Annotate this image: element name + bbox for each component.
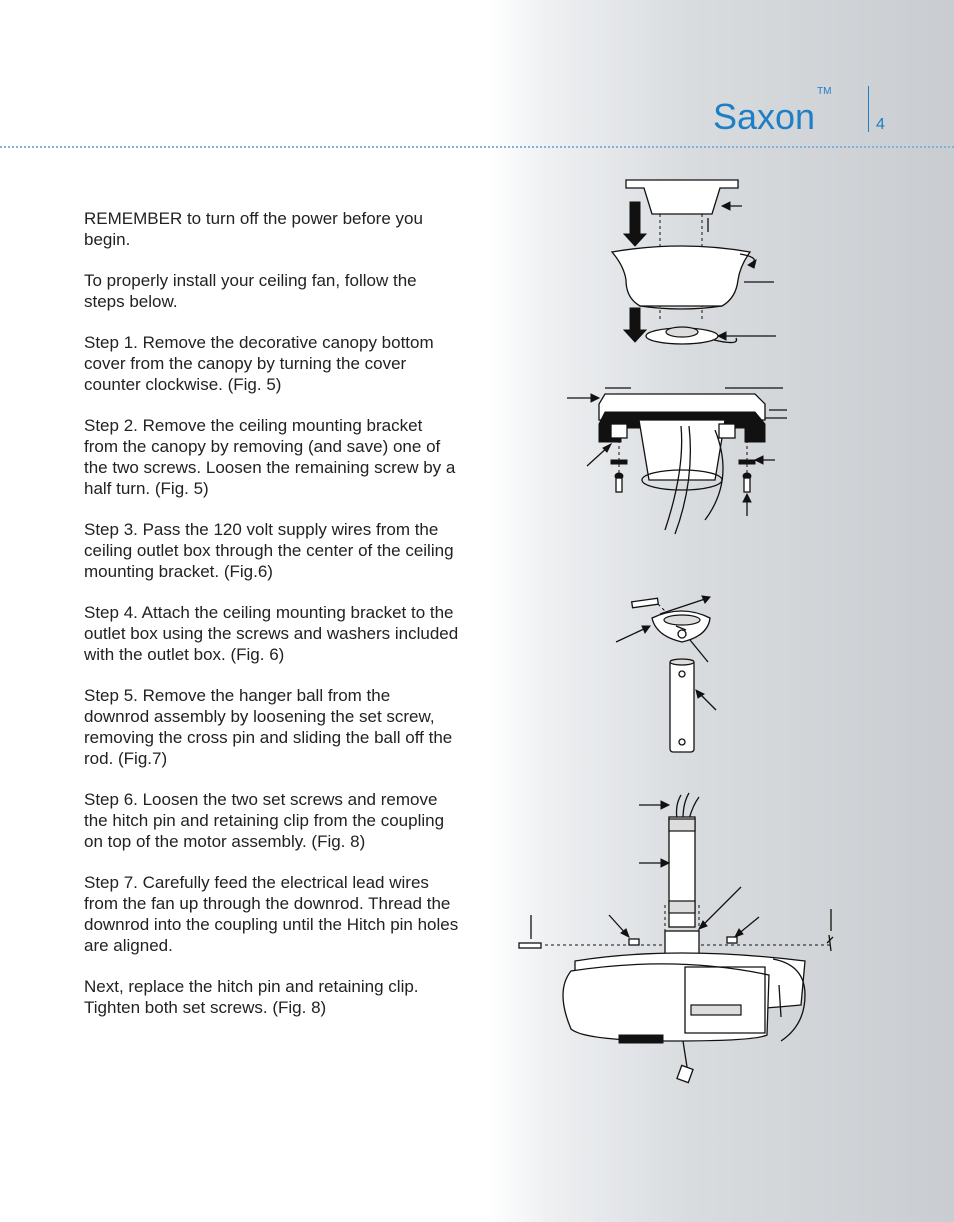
instruction-paragraph: Step 2. Remove the ceiling mounting bracket from the canopy by removing (and save) one of the two screws. Loosen the remaining screw by a half turn. (Fig. 5)	[84, 416, 456, 498]
figure-hanger-ball-downrod	[610, 590, 730, 765]
header-divider	[868, 86, 869, 132]
instruction-paragraph: Step 3. Pass the 120 volt supply wires from the ceiling outlet box through the center of the ceiling mounting bracket. (Fig.6)	[84, 520, 454, 581]
instruction-paragraph: To properly install your ceiling fan, follow the steps below.	[84, 271, 417, 311]
instruction-paragraph: Step 7. Carefully feed the electrical lead wires from the fan up through the downrod. Thread the downrod into the coupling until the Hitch pin holes are aligned.	[84, 873, 459, 955]
page-number: 4	[876, 116, 885, 133]
instruction-paragraph: Step 6. Loosen the two set screws and remove the hitch pin and retaining clip from the coupling on top of the motor assembly. (Fig. 8)	[84, 790, 445, 851]
brand-title	[713, 86, 832, 138]
instructions-column	[84, 208, 460, 1038]
instruction-paragraph: Step 4. Attach the ceiling mounting bracket to the outlet box using the screws and washers included with the outlet box. (Fig. 6)	[84, 603, 459, 664]
figure-mounting-bracket	[565, 380, 795, 550]
brand-name: Saxon	[713, 96, 816, 137]
instruction-paragraph: Next, replace the hitch pin and retaining clip. Tighten both set screws. (Fig. 8)	[84, 977, 419, 1017]
figure-motor-assembly	[515, 785, 845, 1105]
instruction-paragraph: Step 5. Remove the hanger ball from the downrod assembly by loosening the set screw, removing the cross pin and sliding the ball off the rod. (Fig.7)	[84, 686, 453, 768]
instruction-paragraph: REMEMBER to turn off the power before you begin.	[84, 209, 423, 249]
trademark-mark: TM	[817, 86, 832, 97]
header-dotted-rule	[0, 146, 954, 148]
instruction-paragraph: Step 1. Remove the decorative canopy bottom cover from the canopy by turning the cover counter clockwise. (Fig. 5)	[84, 333, 434, 394]
figure-canopy-exploded	[590, 170, 790, 350]
